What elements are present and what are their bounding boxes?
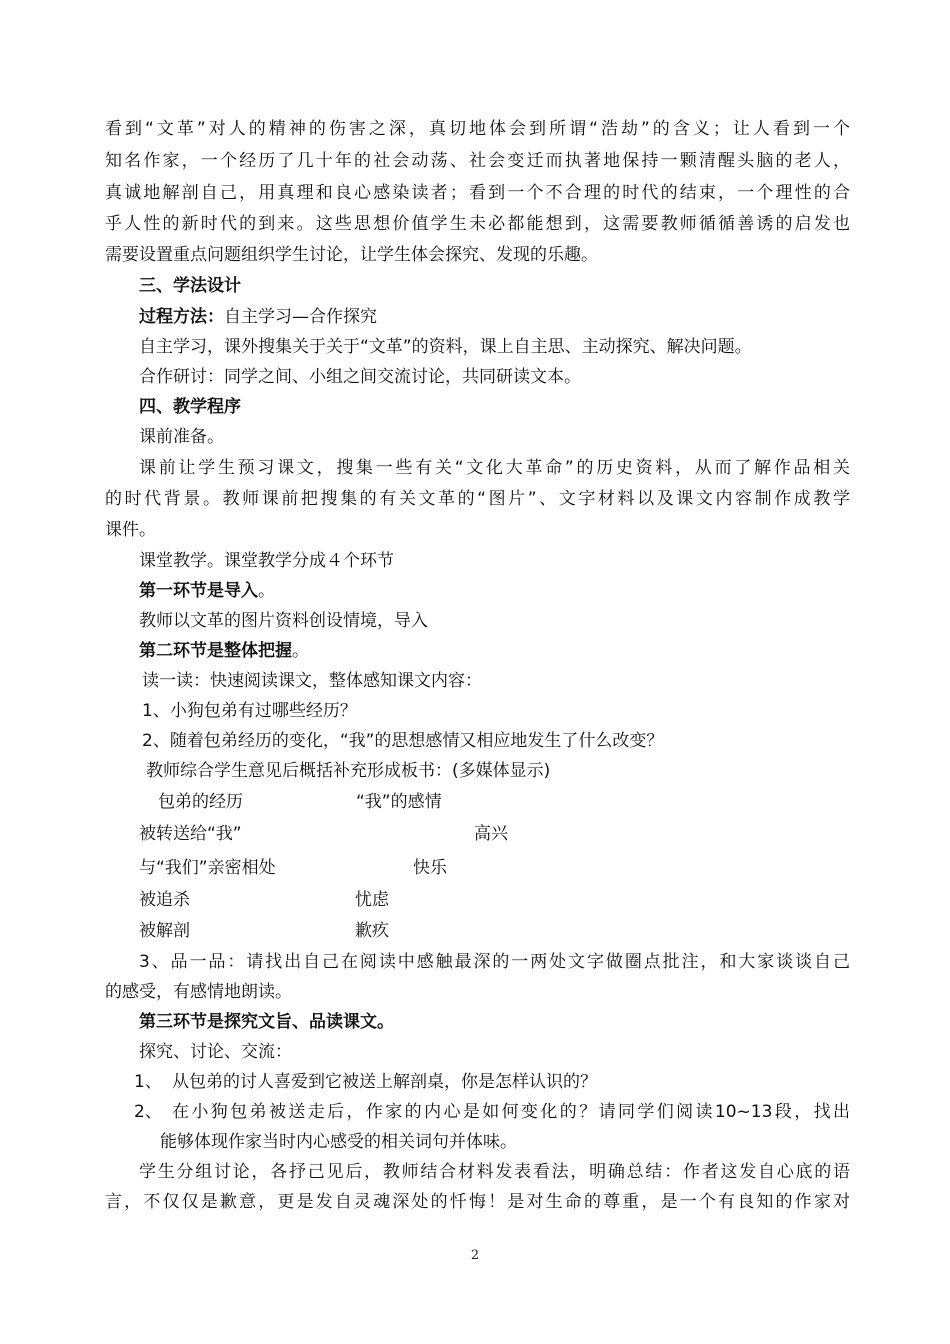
self-study-line: 自主学习，课外搜集关于关于“文革”的资料，课上自主思、主动探究、解决问题。 [139, 337, 752, 357]
board-header-feeling: “我”的感情 [356, 792, 442, 812]
paragraph-line: 需要设置重点问题组织学生讨论，让学生体会探究、发现的乐趣。 [105, 245, 598, 265]
stage-heading: 第三环节是探究文旨、品读课文。 [139, 1012, 394, 1032]
cooperative-line: 合作研讨：同学之间、小组之间交流讨论，共同研读文本。 [139, 367, 581, 387]
list-number: 2、 [134, 1102, 162, 1122]
stage-heading [139, 640, 884, 662]
question-item: 1、小狗包弟有过哪些经历？ [142, 701, 357, 721]
stage-heading-text: 第二环节是整体把握 [139, 641, 292, 661]
paragraph-line: 3、品一品：请找出自己在阅读中感触最深的一两处文字做圈点批注，和大家谈谈自己 [139, 952, 850, 972]
board-feeling: 歉疚 [355, 921, 389, 941]
read-line: 读一读：快速阅读课文，整体感知课文内容： [142, 671, 482, 691]
section-heading: 三、学法设计 [139, 276, 241, 296]
board-experience: 与“我们”亲密相处 [139, 858, 276, 878]
stage-heading-end: 。 [292, 641, 309, 661]
page-number: 2 [470, 1248, 480, 1263]
paragraph-line: 的时代背景。教师课前把搜集的有关文革的“图片”、文字材料以及课文内容制作成教学 [105, 489, 850, 509]
paragraph-line: 课前让学生预习课文，搜集一些有关“文化大革命”的历史资料，从而了解作品相关 [139, 458, 850, 478]
method-text: 自主学习—合作探究 [224, 307, 377, 327]
board-feeling: 忧虑 [355, 890, 389, 910]
paragraph-line: 看到“文革”对人的精神的伤害之深，真切地体会到所谓“浩劫”的含义；让人看到一个 [105, 119, 850, 139]
list-number: 1、 [134, 1072, 162, 1092]
board-experience: 被转送给“我” [139, 824, 242, 844]
stage-heading-end: 。 [258, 581, 275, 601]
paragraph-line: 乎人性的新时代的到来。这些思想价值学生未必都能想到，这需要教师循循善诱的启发也 [105, 214, 850, 234]
explore-line: 探究、讨论、交流： [139, 1042, 292, 1062]
explore-question: 在小狗包弟被送走后，作家的内心是如何变化的？请同学们阅读10~13段，找出 [172, 1102, 850, 1122]
section-heading: 四、教学程序 [139, 397, 241, 417]
stage-heading [139, 580, 884, 602]
prep-title: 课前准备。 [139, 427, 224, 447]
class-teaching-line: 课堂教学。课堂教学分成４个环节 [139, 551, 394, 571]
paragraph-line: 学生分组讨论，各抒己见后，教师结合材料发表看法，明确总结：作者这发自心底的语 [139, 1162, 850, 1182]
explore-question-cont: 能够体现作家当时内心感受的相关词句并体味。 [160, 1132, 517, 1152]
paragraph-line: 课件。 [105, 520, 156, 540]
paragraph-line: 真诚地解剖自己，用真理和良心感染读者；看到一个不合理的时代的结束，一个理性的合 [105, 183, 850, 203]
board-experience: 被追杀 [139, 890, 190, 910]
paragraph-line: 言，不仅仅是歉意，更是发自灵魂深处的忏悔！是对生命的尊重，是一个有良知的作家对 [105, 1192, 850, 1212]
explore-question: 从包弟的讨人喜爱到它被送上解剖桌，你是怎样认识的？ [172, 1072, 597, 1092]
method-line [139, 306, 884, 328]
board-feeling: 高兴 [474, 824, 508, 844]
board-experience: 被解剖 [139, 921, 190, 941]
stage-text: 教师以文革的图片资料创设情境，导入 [139, 611, 428, 631]
question-item: 2、随着包弟经历的变化，“我”的思想感情又相应地发生了什么改变？ [142, 731, 664, 751]
method-label: 过程方法： [139, 307, 224, 327]
paragraph-line: 的感受，有感情地朗读。 [105, 982, 292, 1002]
board-feeling: 快乐 [413, 858, 447, 878]
summary-line: 教师综合学生意见后概括补充形成板书：(多媒体显示) [146, 761, 551, 781]
board-header-experience: 包弟的经历 [158, 792, 243, 812]
paragraph-line: 知名作家，一个经历了几十年的社会动荡、社会变迁而执著地保持一颗清醒头脑的老人， [105, 151, 850, 171]
stage-heading-text: 第一环节是导入 [139, 581, 258, 601]
